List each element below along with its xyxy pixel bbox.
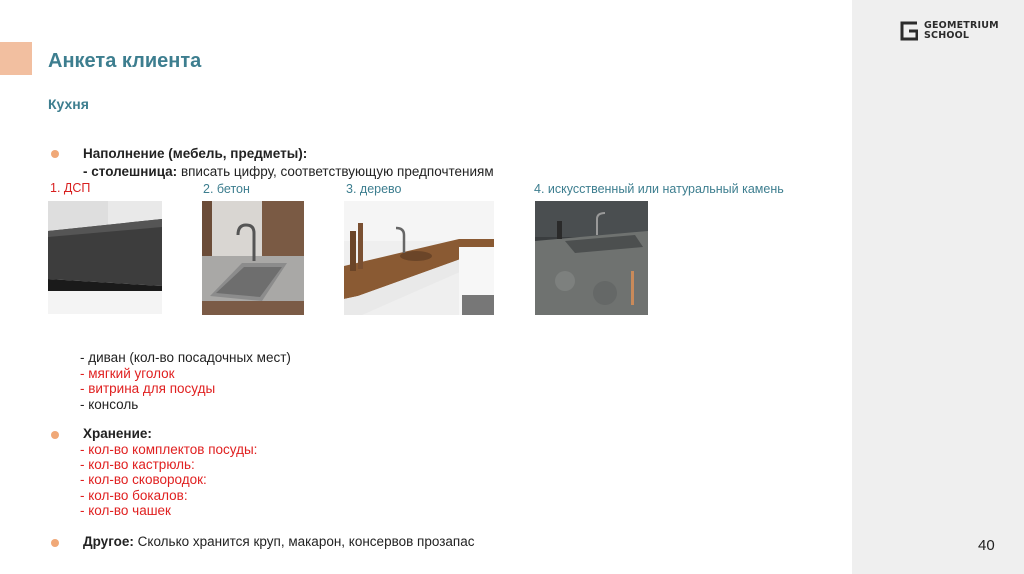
logo-line2: SCHOOL xyxy=(924,30,970,41)
countertop-photo-wood xyxy=(344,201,494,315)
other-text: Сколько хранится круп, макарон, консервов прозапас xyxy=(133,534,475,549)
countertop-photo-dsp xyxy=(48,201,162,314)
countertop-caption-2: 2. бетон xyxy=(203,182,250,196)
bullet-icon xyxy=(51,431,59,439)
bullet-icon xyxy=(51,150,59,158)
page-subtitle: Кухня xyxy=(48,96,89,112)
right-sidebar xyxy=(852,0,1024,574)
storage-item-pots: - кол-во кастрюль: xyxy=(80,457,195,472)
countertop-text: вписать цифру, соответствующую предпочтениям xyxy=(177,164,494,179)
accent-block xyxy=(0,42,32,75)
countertop-caption-1: 1. ДСП xyxy=(50,181,91,195)
storage-heading: Хранение: xyxy=(83,426,152,441)
countertop-photo-stone xyxy=(535,201,648,315)
furniture-item-soft-corner: - мягкий уголок xyxy=(80,366,175,381)
furniture-item-console: - консоль xyxy=(80,397,139,412)
storage-item-cups: - кол-во чашек xyxy=(80,503,171,518)
logo xyxy=(900,21,999,41)
storage-item-glasses: - кол-во бокалов: xyxy=(80,488,188,503)
countertop-line xyxy=(83,164,494,180)
logo-line1: GEOMETRIUM xyxy=(924,20,999,31)
furniture-item-display-cabinet: - витрина для посуды xyxy=(80,381,216,396)
bullet-icon xyxy=(51,539,59,547)
filling-heading: Наполнение (мебель, предметы): xyxy=(83,146,308,161)
logo-text xyxy=(924,21,999,41)
countertop-caption-3: 3. дерево xyxy=(346,182,402,196)
other-line xyxy=(83,534,474,550)
geometrium-logo-icon xyxy=(900,21,918,41)
storage-item-pans: - кол-во сковородок: xyxy=(80,472,207,487)
countertop-label: - столешница: xyxy=(83,164,178,179)
other-label: Другое: xyxy=(83,534,134,549)
countertop-caption-4: 4. искусственный или натуральный камень xyxy=(534,182,784,196)
storage-item-dish-sets: - кол-во комплектов посуды: xyxy=(80,442,258,457)
page-number: 40 xyxy=(978,537,995,554)
countertop-photo-concrete xyxy=(202,201,304,315)
page-title: Анкета клиента xyxy=(48,50,202,72)
furniture-item-sofa: - диван (кол-во посадочных мест) xyxy=(80,350,291,365)
